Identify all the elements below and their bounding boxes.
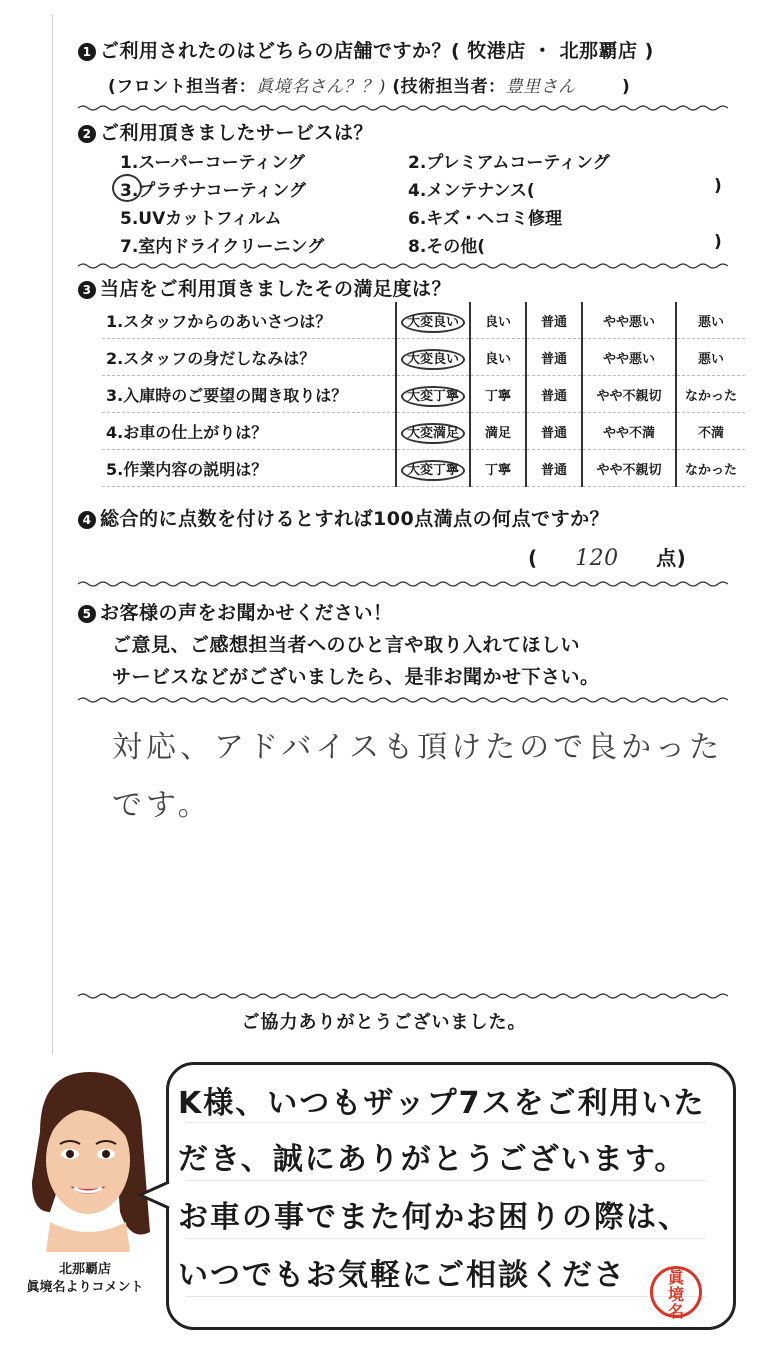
- question-5-line2: ご意見、ご感想担当者へのひと言や取り入れてほしい: [112, 634, 581, 656]
- tech-staff-close: ): [622, 77, 631, 97]
- reply-line: お車の事でまた何かお困りの際は、: [178, 1200, 690, 1235]
- option: 不満: [676, 413, 745, 450]
- question-number: 5: [78, 605, 96, 623]
- row-label: 4.お車の仕上がりは？: [102, 413, 396, 450]
- table-row: [102, 413, 745, 450]
- service-option: 4.メンテナンス(: [408, 181, 535, 201]
- ruled-line: [186, 1296, 706, 1297]
- service-option: 7.室内ドライクリーニング: [120, 237, 325, 257]
- question-5: [78, 598, 393, 625]
- stamp-text: 眞境名: [667, 1268, 684, 1321]
- service-option-selected: 3.プラチナコーティング: [120, 181, 306, 201]
- avatar-caption-comment: 眞境名よりコメント: [26, 1280, 144, 1295]
- question-2: [78, 118, 373, 145]
- option-selected: 大変良い: [401, 312, 465, 333]
- option-selected: 大変満足: [401, 423, 465, 444]
- tech-staff-label: (技術担当者：: [392, 77, 506, 97]
- option: 良い: [470, 339, 526, 376]
- divider: [78, 262, 728, 270]
- reply-line: いつでもお気軽にご相談くださ: [178, 1258, 626, 1293]
- score-value: 120: [575, 546, 619, 571]
- question-2-text: ご利用頂きましたサービスは？: [100, 122, 374, 144]
- question-1-staff: [108, 72, 630, 97]
- front-staff-value: 眞境名さん？？): [256, 77, 386, 97]
- option: やや不満: [582, 413, 676, 450]
- question-4-text: 総合的に点数を付けるとすれば100点満点の何点ですか？: [100, 508, 610, 530]
- service-option: 1.スーパーコーティング: [120, 153, 305, 173]
- option: 普通: [526, 302, 582, 339]
- divider: [78, 696, 728, 704]
- option: なかった: [676, 376, 745, 413]
- name-stamp: [650, 1266, 702, 1321]
- question-5-line3: サービスなどがございましたら、是非お聞かせ下さい。: [112, 666, 600, 688]
- option-selected: 大変丁寧: [401, 460, 465, 481]
- service-option: 6.キズ・ヘコミ修理: [408, 209, 562, 229]
- question-4: [78, 504, 609, 531]
- service-option-close: ): [714, 176, 722, 196]
- satisfaction-table: [102, 302, 745, 487]
- question-3: [78, 274, 451, 301]
- service-option-close: ): [714, 232, 722, 252]
- customer-comment-line2: です。: [112, 788, 212, 823]
- option: 良い: [470, 302, 526, 339]
- divider: [78, 992, 728, 1000]
- selection-circle: [112, 174, 142, 202]
- divider: [78, 104, 728, 112]
- question-5-text: お客様の声をお聞かせください！: [100, 602, 393, 624]
- table-row: [102, 450, 745, 487]
- option: やや不親切: [582, 376, 676, 413]
- row-label: 5.作業内容の説明は？: [102, 450, 396, 487]
- row-label: 2.スタッフの身だしなみは？: [102, 339, 396, 376]
- question-1-text: ご利用されたのはどちらの店舗ですか？( 牧港店 ・ 北那覇店 ): [100, 40, 654, 62]
- question-1: [78, 36, 654, 63]
- service-option: 2.プレミアムコーティング: [408, 153, 610, 173]
- question-number: 3: [78, 281, 96, 299]
- service-option: 5.UVカットフィルム: [120, 209, 282, 229]
- table-row: [102, 376, 745, 413]
- reply-line: K様、いつもザップ7スをご利用いた: [178, 1086, 706, 1121]
- tech-staff-value: 豊里さん: [505, 77, 576, 97]
- thanks-message: ご協力ありがとうございました。: [241, 1012, 527, 1033]
- row-label: 3.入庫時のご要望の聞き取りは？: [102, 376, 396, 413]
- table-row: [102, 339, 745, 376]
- option: やや悪い: [582, 339, 676, 376]
- option-selected: 大変丁寧: [401, 386, 465, 407]
- option: 普通: [526, 339, 582, 376]
- service-option: 8.その他(: [408, 237, 486, 257]
- option: 丁寧: [470, 450, 526, 487]
- question-3-text: 当店をご利用頂きましたその満足度は？: [100, 278, 452, 300]
- row-label: 1.スタッフからのあいさつは？: [102, 302, 396, 339]
- option: 丁寧: [470, 376, 526, 413]
- ruled-line: [186, 1180, 706, 1181]
- option: なかった: [676, 450, 745, 487]
- customer-comment-line1: 対応、アドバイスも頂けたので良かった: [112, 730, 724, 765]
- divider: [78, 580, 728, 588]
- option: 普通: [526, 376, 582, 413]
- score-open: (: [528, 546, 538, 570]
- bubble-tail: [138, 1180, 172, 1210]
- option: 満足: [470, 413, 526, 450]
- ruled-line: [186, 1122, 706, 1123]
- option-selected: 大変良い: [401, 349, 465, 370]
- front-staff-label: (フロント担当者：: [108, 77, 257, 97]
- reply-line: だき、誠にありがとうございます。: [178, 1142, 687, 1177]
- score-field: [528, 542, 686, 571]
- question-number: 2: [78, 125, 96, 143]
- option: 普通: [526, 450, 582, 487]
- option: 悪い: [676, 302, 745, 339]
- ruled-line: [186, 1238, 706, 1239]
- option: やや悪い: [582, 302, 676, 339]
- score-unit: 点): [656, 546, 687, 570]
- avatar-caption-store: 北那覇店: [58, 1262, 111, 1277]
- option: 悪い: [676, 339, 745, 376]
- option: やや不親切: [582, 450, 676, 487]
- staff-avatar: [10, 1062, 160, 1252]
- question-number: 4: [78, 511, 96, 529]
- option: 普通: [526, 413, 582, 450]
- table-row: [102, 302, 745, 339]
- question-number: 1: [78, 43, 96, 61]
